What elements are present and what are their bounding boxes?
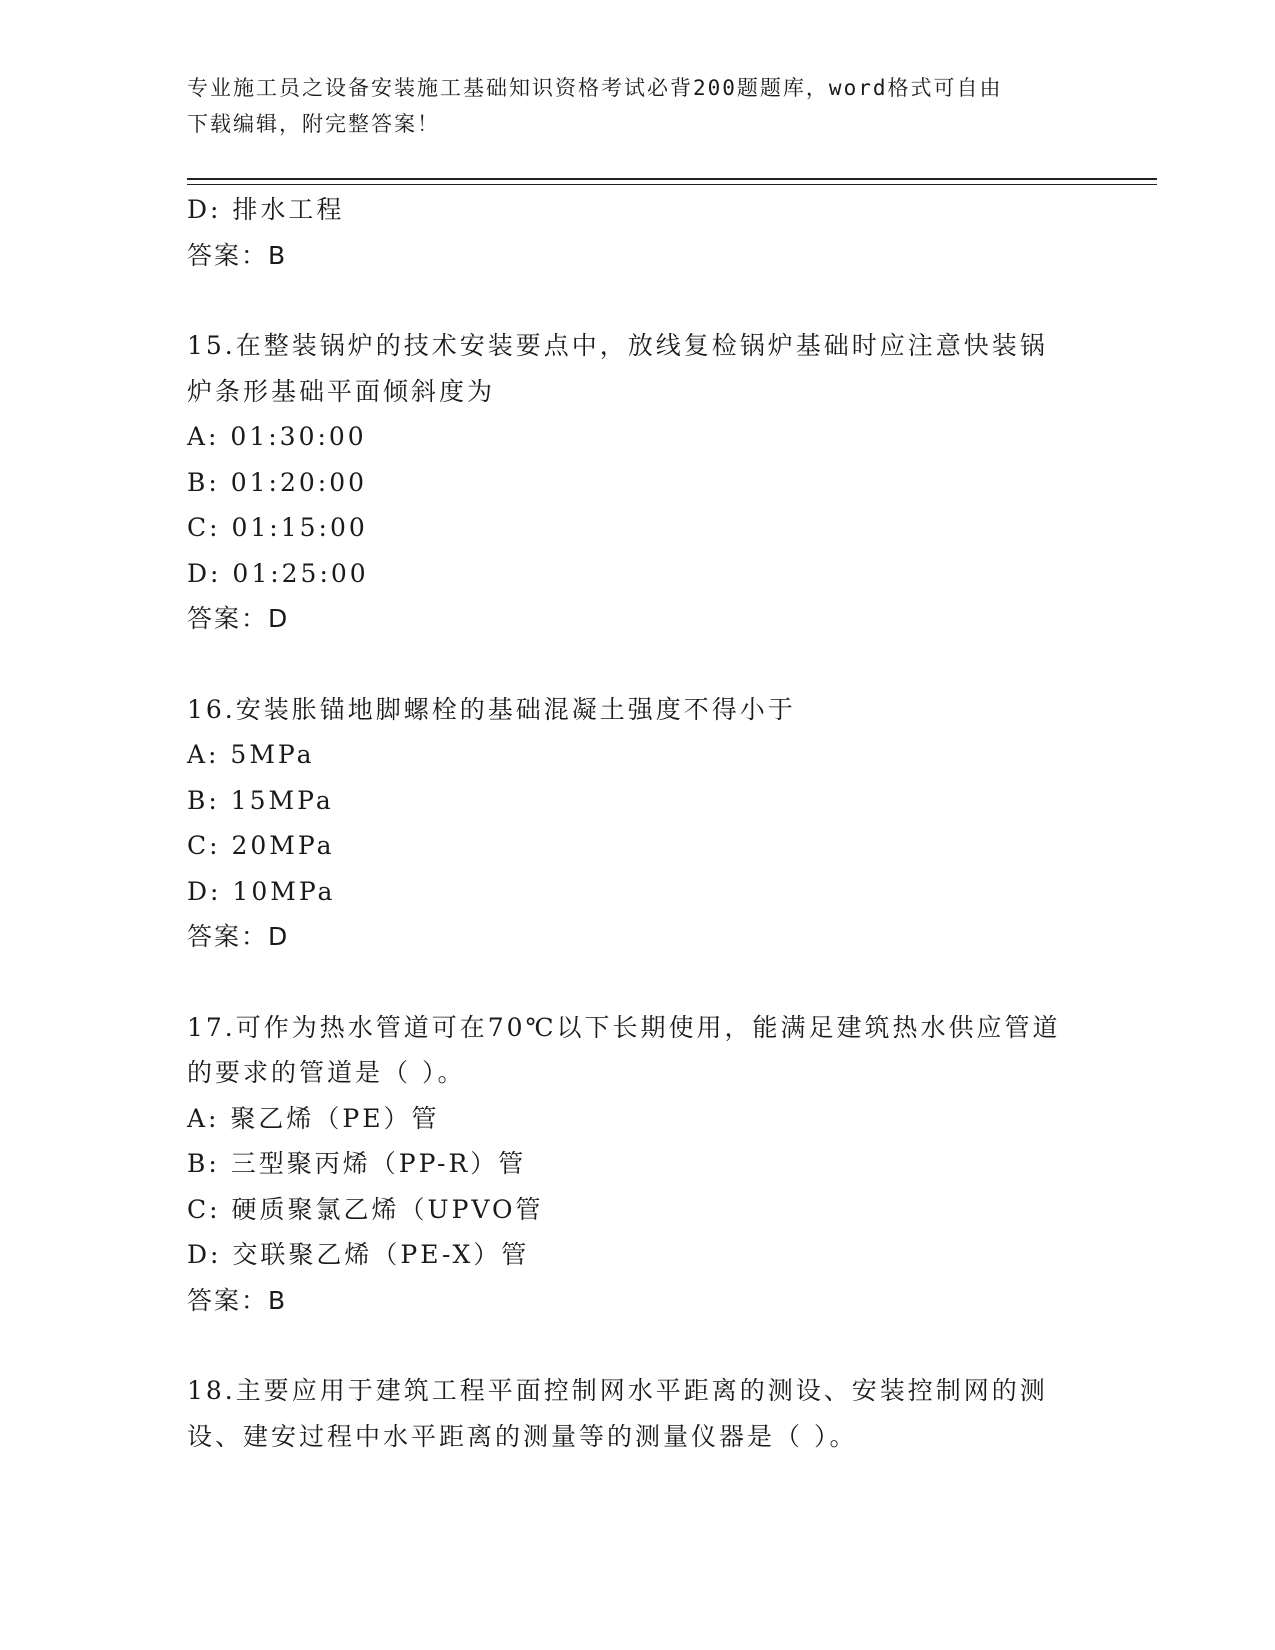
option-b: B: 三型聚丙烯（PP-R）管 xyxy=(187,1149,527,1178)
question-text-line-1: 15.在整装锅炉的技术安装要点中，放线复检锅炉基础时应注意快装锅 xyxy=(187,331,1048,360)
option-c: C: 01:15:00 xyxy=(187,513,368,542)
option-d: D: 10MPa xyxy=(187,876,336,906)
spacer xyxy=(187,642,1087,687)
option-a: A: 聚乙烯（PE）管 xyxy=(187,1103,440,1133)
header-rule-thick xyxy=(187,178,1157,180)
question-15 xyxy=(187,323,1087,642)
question-text-line-2: 的要求的管道是（ ）。 xyxy=(187,1058,466,1087)
question-17 xyxy=(187,1005,1087,1324)
question-text-line-1: 16.安装胀锚地脚螺栓的基础混凝土强度不得小于 xyxy=(187,694,796,724)
question-text-line-2: 炉条形基础平面倾斜度为 xyxy=(187,376,496,406)
option-c: C: 20MPa xyxy=(187,831,335,860)
spacer xyxy=(187,960,1087,1005)
option-d: D: 排水工程 xyxy=(187,195,345,224)
question-text-line-1: 18.主要应用于建筑工程平面控制网水平距离的测设、安装控制网的测 xyxy=(187,1376,1048,1405)
question-text-line-2: 设、建安过程中水平距离的测量等的测量仪器是（ ）。 xyxy=(187,1421,858,1451)
document-header xyxy=(187,70,1067,142)
question-18 xyxy=(187,1368,1087,1459)
question-text-line-1: 17.可作为热水管道可在70℃以下长期使用，能满足建筑热水供应管道 xyxy=(187,1012,1061,1042)
option-a: A: 5MPa xyxy=(187,740,315,769)
option-d: D: 01:25:00 xyxy=(187,558,369,588)
option-b: B: 01:20:00 xyxy=(187,467,368,497)
header-rule-thin xyxy=(187,184,1157,185)
answer-line: 答案：B xyxy=(187,1285,288,1315)
option-b: B: 15MPa xyxy=(187,785,334,815)
question-16 xyxy=(187,687,1087,960)
option-d: D: 交联聚乙烯（PE-X）管 xyxy=(187,1240,530,1269)
answer-line: 答案：D xyxy=(187,604,290,633)
header-line-2: 下载编辑，附完整答案！ xyxy=(187,112,440,136)
header-line-1: 专业施工员之设备安装施工基础知识资格考试必背200题题库，word格式可自由 xyxy=(187,76,1003,100)
spacer xyxy=(187,278,1087,323)
answer-line: 答案：B xyxy=(187,240,288,270)
question-list xyxy=(187,187,1087,1459)
option-a: A: 01:30:00 xyxy=(187,422,367,451)
spacer xyxy=(187,1323,1087,1368)
previous-question-tail xyxy=(187,187,1087,278)
answer-line: 答案：D xyxy=(187,922,290,951)
option-c: C: 硬质聚氯乙烯（UPVO管 xyxy=(187,1194,544,1224)
